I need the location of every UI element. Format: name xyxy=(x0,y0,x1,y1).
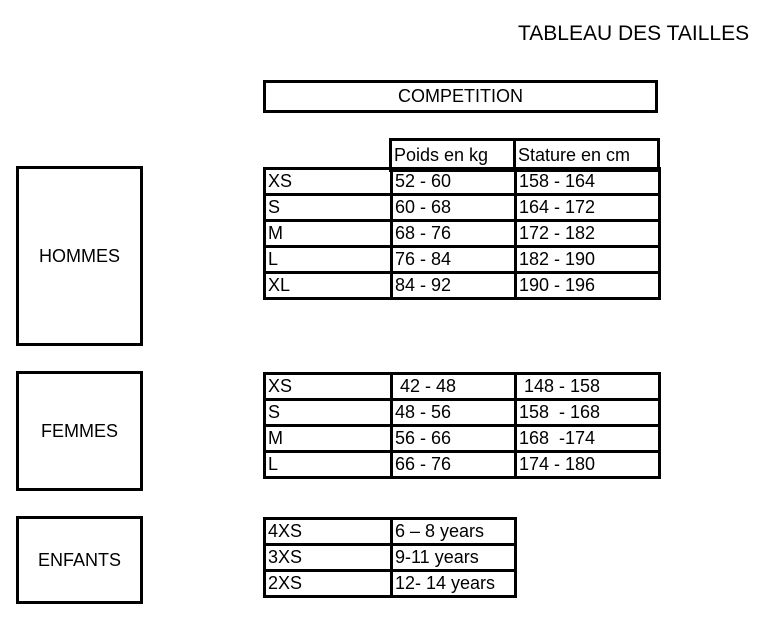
size-cell: S xyxy=(265,195,392,221)
size-cell: L xyxy=(265,452,392,478)
height-column-header: Stature en cm xyxy=(515,140,659,171)
page-title: TABLEAU DES TAILLES xyxy=(518,22,750,45)
hommes-size-table xyxy=(263,167,661,300)
height-cell: 158 - 168 xyxy=(516,400,660,426)
table-row xyxy=(265,571,516,597)
weight-cell: 48 - 56 xyxy=(392,400,516,426)
size-cell: L xyxy=(265,247,392,273)
height-cell: 164 - 172 xyxy=(516,195,660,221)
size-cell: 3XS xyxy=(265,545,392,571)
size-cell: S xyxy=(265,400,392,426)
height-cell: 148 - 158 xyxy=(516,374,660,400)
height-cell: 190 - 196 xyxy=(516,273,660,299)
weight-cell: 66 - 76 xyxy=(392,452,516,478)
enfants-group-label: ENFANTS xyxy=(16,516,143,604)
age-cell: 9-11 years xyxy=(392,545,516,571)
table-row xyxy=(265,545,516,571)
table-row xyxy=(265,452,660,478)
table-row xyxy=(265,400,660,426)
age-cell: 12- 14 years xyxy=(392,571,516,597)
height-cell: 158 - 164 xyxy=(516,169,660,195)
height-cell: 174 - 180 xyxy=(516,452,660,478)
table-row xyxy=(265,273,660,299)
weight-cell: 68 - 76 xyxy=(392,221,516,247)
size-cell: 4XS xyxy=(265,519,392,545)
competition-banner: COMPETITION xyxy=(263,80,658,113)
weight-column-header: Poids en kg xyxy=(391,140,515,171)
table-row xyxy=(265,221,660,247)
size-cell: 2XS xyxy=(265,571,392,597)
weight-cell: 60 - 68 xyxy=(392,195,516,221)
table-row xyxy=(265,519,516,545)
size-cell: XS xyxy=(265,169,392,195)
table-row xyxy=(265,374,660,400)
weight-cell: 76 - 84 xyxy=(392,247,516,273)
weight-cell: 42 - 48 xyxy=(392,374,516,400)
femmes-group-label: FEMMES xyxy=(16,371,143,491)
weight-cell: 56 - 66 xyxy=(392,426,516,452)
table-row xyxy=(265,426,660,452)
size-cell: XS xyxy=(265,374,392,400)
femmes-size-table xyxy=(263,372,661,479)
enfants-size-table xyxy=(263,517,517,598)
weight-cell: 52 - 60 xyxy=(392,169,516,195)
height-cell: 182 - 190 xyxy=(516,247,660,273)
table-row xyxy=(265,169,660,195)
age-cell: 6 – 8 years xyxy=(392,519,516,545)
height-cell: 168 -174 xyxy=(516,426,660,452)
size-cell: XL xyxy=(265,273,392,299)
hommes-group-label: HOMMES xyxy=(16,166,143,346)
table-row xyxy=(265,247,660,273)
table-row xyxy=(265,195,660,221)
weight-cell: 84 - 92 xyxy=(392,273,516,299)
size-cell: M xyxy=(265,221,392,247)
size-cell: M xyxy=(265,426,392,452)
height-cell: 172 - 182 xyxy=(516,221,660,247)
